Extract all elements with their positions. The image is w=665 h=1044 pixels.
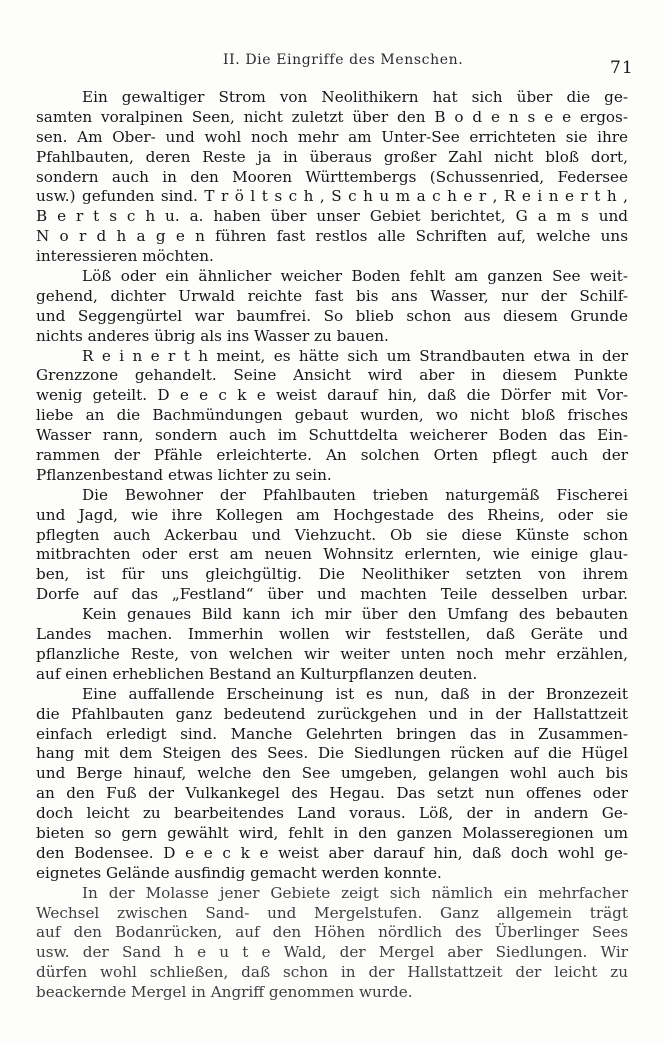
text-line: Löß oder ein ähnlicher weicher Boden fehlt am ganzen See weit- <box>82 267 628 286</box>
text-line: auf einen erheblichen Bestand an Kulturpflanzen deuten. <box>36 664 478 683</box>
text-line: samten voralpinen Seen, nicht zuletzt über den B o d e n s e e ergos- <box>36 107 628 126</box>
text-line: gehend, dichter Urwald reichte fast bis ans Wasser, nur der Schilf- <box>36 286 628 305</box>
text-line: usw. der Sand h e u t e Wald, der Mergel aber Siedlungen. Wir <box>36 943 628 962</box>
text-line: Landes machen. Immerhin wollen wir feststellen, daß Geräte und <box>36 625 628 644</box>
running-head <box>0 52 665 78</box>
text-line: interessieren möchten. <box>36 247 214 266</box>
text-line: pflegten auch Ackerbau und Viehzucht. Ob sie diese Künste schon <box>36 525 628 544</box>
text-line: Grenzzone gehandelt. Seine Ansicht wird aber in diesem Punkte <box>36 366 628 385</box>
text-line: sen. Am Ober- und wohl noch mehr am Unter-See errichteten sie ihre <box>36 127 628 146</box>
text-line: beackernde Mergel in Angriff genommen wurde. <box>36 983 413 1002</box>
text-line: Kein genaues Bild kann ich mir über den Umfang des bebauten <box>82 605 628 624</box>
text-line: Die Bewohner der Pfahlbauten trieben naturgemäß Fischerei <box>82 485 628 504</box>
text-line: wenig geteilt. D e e c k e weist darauf hin, daß die Dörfer mit Vor- <box>36 386 628 405</box>
text-line: N o r d h a g e n führen fast restlos alle Schriften auf, welche uns <box>36 227 628 246</box>
text-line: eignetes Gelände ausfindig gemacht werden konnte. <box>36 863 442 882</box>
text-line: bieten so gern gewählt wird, fehlt in den ganzen Molasseregionen um <box>36 823 628 842</box>
text-line: und Jagd, wie ihre Kollegen am Hochgestade des Rheins, oder sie <box>36 505 628 524</box>
text-line: auf den Bodanrücken, auf den Höhen nördlich des Überlinger Sees <box>36 923 628 942</box>
text-line: ben, ist für uns gleichgültig. Die Neolithiker setzten von ihrem <box>36 565 628 584</box>
text-line: Eine auffallende Erscheinung ist es nun, daß in der Bronzezeit <box>82 684 628 703</box>
page-number: 71 <box>610 58 634 78</box>
text-line: die Pfahlbauten ganz bedeutend zurückgehen und in der Hallstattzeit <box>36 704 628 723</box>
text-line: dürfen wohl schließen, daß schon in der Hallstattzeit der leicht zu <box>36 963 628 982</box>
text-line: doch leicht zu bearbeitendes Land voraus. Löß, der in andern Ge- <box>36 804 628 823</box>
text-line: pflanzliche Reste, von welchen wir weiter unten noch mehr erzählen, <box>36 644 628 663</box>
text-line: und Seggengürtel war baumfrei. So blieb schon aus diesem Grunde <box>36 306 628 325</box>
text-line: sondern auch in den Mooren Württembergs (Schussenried, Federsee <box>36 167 628 186</box>
text-line: hang mit dem Steigen des Sees. Die Siedlungen rücken auf die Hügel <box>36 744 628 763</box>
text-line: usw.) gefunden sind. T r ö l t s c h , S c h u m a c h e r , R e i n e r t h , <box>36 187 628 206</box>
text-line: Pflanzenbestand etwas lichter zu sein. <box>36 465 332 484</box>
text-line: nichts anderes übrig als ins Wasser zu bauen. <box>36 326 389 345</box>
text-line: mitbrachten oder erst am neuen Wohnsitz erlernten, wie einige glau- <box>36 545 628 564</box>
text-line: R e i n e r t h meint, es hätte sich um Strandbauten etwa in der <box>82 346 628 365</box>
text-line: den Bodensee. D e e c k e weist aber darauf hin, daß doch wohl ge- <box>36 843 628 862</box>
text-line: Ein gewaltiger Strom von Neolithikern hat sich über die ge- <box>82 88 628 106</box>
text-line: In der Molasse jener Gebiete zeigt sich nämlich ein mehrfacher <box>82 883 628 902</box>
text-line: liebe an die Bachmündungen gebaut wurden, wo nicht bloß frisches <box>36 406 628 425</box>
text-line: rammen der Pfähle erleichterte. An solchen Orten pflegt auch der <box>36 446 628 465</box>
text-line: einfach erledigt sind. Manche Gelehrten bringen das in Zusammen- <box>36 724 628 743</box>
text-line: Wasser rann, sondern auch im Schuttdelta weicherer Boden das Ein- <box>36 426 628 445</box>
text-line: und Berge hinauf, welche den See umgeben, gelangen wohl auch bis <box>36 764 628 783</box>
text-line: Dorfe auf das „Festland“ über und machten Teile desselben urbar. <box>36 585 628 604</box>
body-text <box>36 88 628 1003</box>
chapter-header: II. Die Eingriffe des Menschen. <box>223 52 464 68</box>
text-line: an den Fuß der Vulkankegel des Hegau. Das setzt nun offenes oder <box>36 784 628 803</box>
text-line: B e r t s c h u. a. haben über unser Gebiet berichtet, G a m s und <box>36 207 628 226</box>
text-line: Pfahlbauten, deren Reste ja in überaus großer Zahl nicht bloß dort, <box>36 147 628 166</box>
text-line: Wechsel zwischen Sand- und Mergelstufen. Ganz allgemein trägt <box>36 903 628 922</box>
